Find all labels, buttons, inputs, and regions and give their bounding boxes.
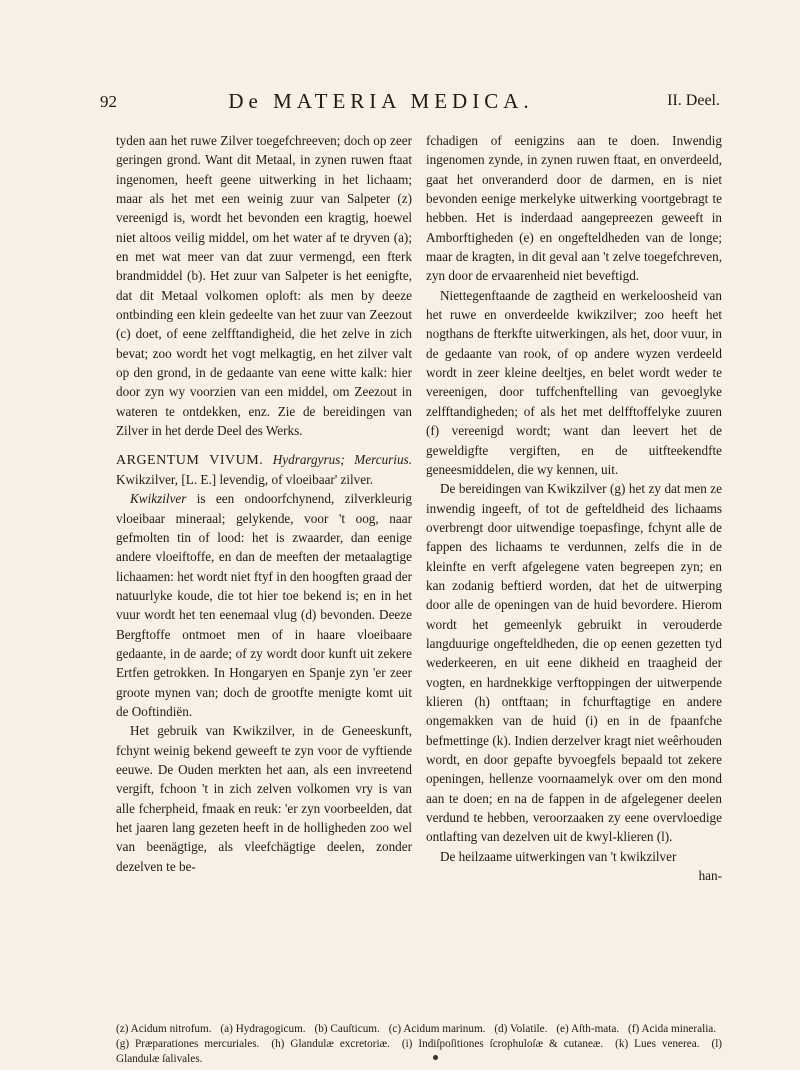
footnote: (g) Præparationes mercuriales. (116, 1038, 260, 1050)
footnote: (c) Acidum marinum. (388, 1023, 486, 1035)
headword-latin: Hydrargyrus; Mercurius. (272, 451, 412, 467)
running-title: De MATERIA MEDICA. (228, 89, 534, 113)
footnote: (e) Aſth-mata. (556, 1023, 620, 1035)
footnote: (a) Hydragogicum. (220, 1023, 306, 1035)
right-column (426, 131, 722, 885)
lead-term: Kwikzilver (130, 491, 187, 507)
footnote: (k) Lues venerea. (615, 1038, 700, 1050)
footnote: (i) Indiſpoſitiones ſcrophuloſæ & cutaneæ. (401, 1038, 604, 1050)
footnote: (l) Glandulæ ſalivales. (116, 1038, 723, 1065)
footnote: (z) Acidum nitrofum. (116, 1023, 212, 1035)
paragraph: Het gebruik van Kwikzilver, in de Geneeskunft, fchynt weinig bekend geweeft te zyn voor de vyftiende eeuwe. De Ouden merkten het aan, als een invreetend vergift, fchoon 't in zich zelven volkomen vry is van alle fcherpheid, fmaak en reuk: 'er zyn voorbeelden, dat het jaaren lang gezeten heeft in de holligheden zoo wel van beenägtige, als vleefchägtige deelen, zonder dezelven te be- (116, 723, 412, 874)
footnotes (116, 1022, 722, 1067)
footnote: (b) Cauſticum. (314, 1023, 380, 1035)
part-label: II. Deel. (667, 92, 720, 109)
headword: ARGENTUM VIVUM. (116, 452, 264, 468)
paragraph: tyden aan het ruwe Zilver toegefchreeven; doch op zeer geringen grond. Want dit Metaal, in zynen ruwen ftaat ingenomen, heeft geene uitwerking in het lichaam; maar als het met een weinig zuur van Salpeter (z) vereenigd is, wordt het bevonden een kragtig, hoewel niet altoos veilig middel, om het water af te dryven (a); en met wat meer van dat zuur vermengd, een fterk brandmiddel (b). Het zuur van Salpeter is het eenigfte, dat dit Metaal volkomen oploft: als men by deeze ontbinding een klein gedeelte van het zuur van Zeezout (c) doet, of eene zelfftandigheid, die het zelve in zich bevat; zoo wordt het vogt melkagtig, en het zilver valt op den grond, in de gedaante van eene witte kalk: hier door zyn wy voorzien van een middel, om Zeezout in wateren te ontdekken, enz. Zie de bereidingen van Zilver in het derde Deel des Werks. (116, 133, 412, 439)
left-column (116, 131, 412, 876)
paragraph: De bereidingen van Kwikzilver (g) het zy dat men ze inwendig ingeeft, of tot de gefteldheid des lichaams overbrengt door uitwendige toepasfinge, fchynt alle de fappen des lichaams te verdunnen, zelfs die in de kleinfte en verft afgelegene vaten begreepen zyn; en kan zodanig beftierd worden, dat het de uitwerping door alle de openingen van de huid bevordere. Hierom wordt het gemeenlyk gebruikt in verouderde langduurige ongefteldheden, die op eenen gezetten tyd wederkeeren, en uit eene dikheid en traagheid der vogten, en hardnekkige verftoppingen der uitwerpende klieren (h) ontftaan; in fchurftagtige en andere ongemakken van de huid (i) en in de fpaanfche befmettinge (k). Indien derzelver kragt niet weêrhouden wordt, en door gepafte byvoegfels bepaald tot zekere openingen, hellenze voornaamelyk over om den mond aan te doen; en na de fappen in de afgelegener deelen verdund te hebben, veroorzaaken zy eene overvloedige ontlafting van dezelven uit de kwyl-klieren (l). (426, 481, 722, 845)
page-number: 92 (100, 92, 117, 111)
running-header (100, 89, 720, 118)
footnote: (f) Acida mineralia. (628, 1023, 717, 1035)
paragraph (116, 489, 412, 721)
paragraph-text: is een ondoorfchynend, zilverkleurig vloeibaar mineraal; gelykende, voor 't oog, naar gefmolten tin of lood: het is zwaarder, dan eenige andere vloeiftoffe, en dan de meeften der metaalagtige lichaamen: het wordt niet ftyf in den hoogften graad der natuurlyke koude, die tot hier toe bekend is; en in het vuur wordt het ten eenemaal vlug (d) bevonden. Deeze Bergftoffe ontmoet men of in haare vloeibaare gedaante, in de aarde; of zy wordt door kunft uit zekere Ertfen getrokken. In Hongaryen en Spanje zyn 'er zeer groote mynen van; doch de grootfte menigte komt uit de Ooftindiën. (116, 491, 412, 719)
catchword: han- (698, 868, 722, 884)
footnote: (h) Glandulæ excretoriæ. (271, 1038, 390, 1050)
footnote: (d) Volatile. (494, 1023, 548, 1035)
headword-translation: Kwikzilver, [L. E.] levendig, of vloeibaar' zilver. (116, 471, 374, 487)
entry-heading (116, 450, 412, 490)
ink-dot (433, 1055, 438, 1060)
paragraph: De heilzaame uitwerkingen van 't kwikzilver (440, 848, 677, 864)
paragraph: fchadigen of eenigzins aan te doen. Inwendig ingenomen zynde, in zynen ruwen ftaat, en onverdeeld, gaat het onveranderd door de darmen, en is niet bevonden eenige merkelyke uitwerking voortgebragt te hebben. Het is inderdaad aangepreezen geweeft in Amborftigheden (e) en ongefteldheden van de longe; maar de kragten, in dit geval aan 't zelve toegefchreven, zyn door de ervaarenheid niet beveftigd. (426, 133, 722, 284)
paragraph: Niettegenftaande de zagtheid en werkeloosheid van het ruwe en onverdeelde kwikzilver; zoo heeft het nogthans de fterkfte uitwerkingen, als het, door vuur, in de gedaante van rook, of op andere wyzen verdeeld wordt in zeer kleine deeltjes, en belet wordt weder te vereenigen, door tuffchenftelling van gevoeglyke zelfftandigheden; of als het met delfftoffelyke zuuren (f) vereenigd wordt; want dan leevert het de geweldigfte vergiften, en de uitfteekendfte geneesmiddelen, die wy kennen, uit. (426, 287, 722, 477)
